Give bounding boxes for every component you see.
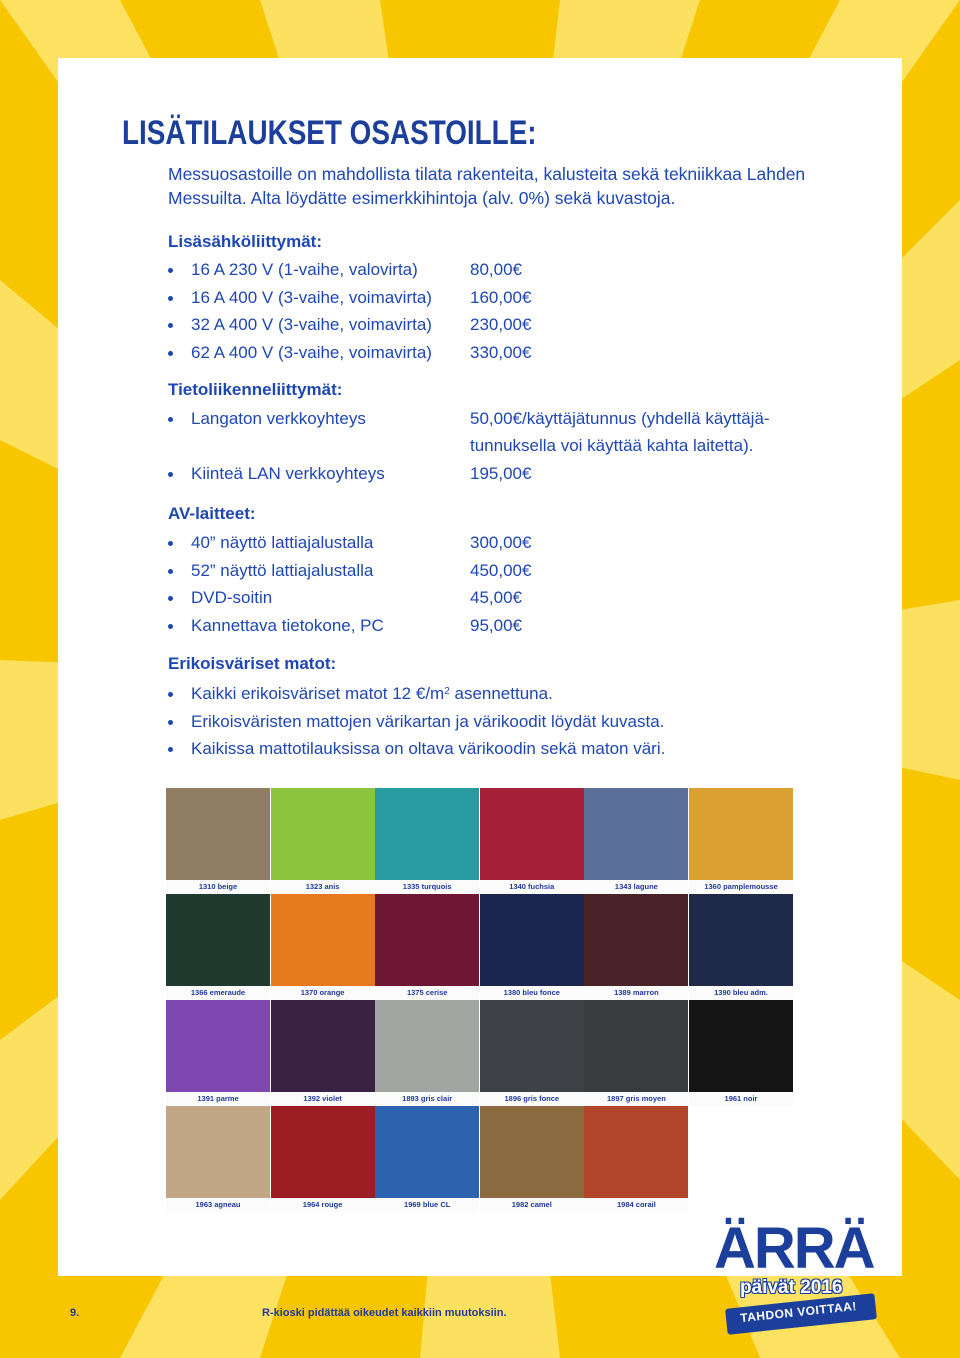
bullet-icon bbox=[168, 596, 173, 601]
item-label: Erikoisväristen mattojen värikartan ja värikoodit löydät kuvasta. bbox=[191, 711, 665, 731]
bullet-icon bbox=[168, 417, 173, 422]
carpet-swatch-code: 1392 violet bbox=[271, 1092, 375, 1106]
carpet-swatch bbox=[271, 1106, 375, 1212]
carpet-swatch bbox=[584, 1000, 688, 1106]
item-price: 160,00€ bbox=[470, 287, 532, 307]
carpet-swatch-code: 1380 bleu fonce bbox=[480, 986, 584, 1000]
carpet-swatch bbox=[271, 1000, 375, 1106]
carpet-swatch-code: 1896 gris fonce bbox=[480, 1092, 584, 1106]
network-section-title: Tietoliikenneliittymät: bbox=[168, 380, 343, 399]
carpet-swatch-color bbox=[271, 1000, 375, 1092]
carpet-swatch bbox=[166, 1000, 270, 1106]
carpet-swatch-code: 1963 agneau bbox=[166, 1198, 270, 1212]
price-text: Kaikki erikoisväriset matot 12 €/m bbox=[191, 684, 445, 703]
carpet-swatch-code: 1964 rouge bbox=[271, 1198, 375, 1212]
carpet-swatch-color bbox=[166, 1000, 270, 1092]
page-number: 9. bbox=[70, 1307, 80, 1319]
carpet-swatch-color bbox=[375, 894, 479, 986]
item-price: 50,00€/käyttäjätunnus (yhdellä käyttäjä- bbox=[470, 409, 770, 428]
item-label: Kannettava tietokone, PC bbox=[191, 615, 384, 635]
carpet-color-chart bbox=[166, 788, 794, 1212]
carpet-swatch-code: 1375 cerise bbox=[375, 986, 479, 1000]
item-label: DVD-soitin bbox=[191, 588, 273, 607]
carpet-swatch-code: 1391 parme bbox=[166, 1092, 270, 1106]
carpet-swatch bbox=[584, 894, 688, 1000]
carpet-swatch-code: 1310 beige bbox=[166, 880, 270, 894]
carpet-swatch-code: 1961 noir bbox=[689, 1092, 793, 1106]
item-price: 330,00€ bbox=[470, 342, 532, 362]
logo-brand: ÄRRÄ bbox=[714, 1216, 874, 1281]
carpet-swatch-code: 1370 orange bbox=[271, 986, 375, 1000]
item-label: 52” näyttö lattiajalustalla bbox=[191, 560, 374, 580]
carpet-swatch-color bbox=[480, 788, 584, 880]
item-label: Langaton verkkoyhteys bbox=[191, 409, 366, 428]
carpet-swatch-color bbox=[584, 1000, 688, 1092]
carpet-swatch-code: 1335 turquois bbox=[375, 880, 479, 894]
item-label: Kaikissa mattotilauksissa on oltava värikoodin sekä maton väri. bbox=[191, 739, 666, 758]
carpet-swatch-code: 1390 bleu adm. bbox=[689, 986, 793, 1000]
bullet-icon bbox=[168, 541, 173, 546]
item-price: 95,00€ bbox=[470, 615, 522, 635]
carpet-swatch bbox=[166, 894, 270, 1000]
carpet-swatch-color bbox=[480, 894, 584, 986]
carpet-swatch-color bbox=[584, 1106, 688, 1198]
bullet-icon bbox=[168, 268, 173, 273]
bullet-icon bbox=[168, 569, 173, 574]
bullet-icon bbox=[168, 692, 173, 697]
carpet-swatch-color bbox=[375, 1106, 479, 1198]
carpet-swatch bbox=[584, 1106, 688, 1212]
carpet-swatch bbox=[480, 894, 584, 1000]
arra-paivat-logo bbox=[700, 1205, 880, 1345]
carpet-swatch bbox=[271, 894, 375, 1000]
carpet-swatch-color bbox=[166, 894, 270, 986]
item-price: 230,00€ bbox=[470, 315, 532, 334]
logo-slogan: TAHDON VOITTAA! bbox=[739, 1298, 858, 1326]
item-label: 16 A 400 V (3-vaihe, voimavirta) bbox=[191, 287, 432, 307]
carpets-section-title: Erikoisväriset matot: bbox=[168, 654, 337, 673]
carpet-swatch-color bbox=[480, 1000, 584, 1092]
bullet-icon bbox=[168, 472, 173, 477]
carpet-swatch-color bbox=[166, 1106, 270, 1198]
carpet-swatch-color bbox=[584, 788, 688, 880]
carpet-swatch-color bbox=[271, 788, 375, 880]
item-label: 32 A 400 V (3-vaihe, voimavirta) bbox=[191, 315, 432, 334]
carpet-swatch bbox=[480, 1106, 584, 1212]
carpet-swatch-color bbox=[166, 788, 270, 880]
carpet-swatch bbox=[375, 894, 479, 1000]
carpet-swatch bbox=[375, 1106, 479, 1212]
item-price: 80,00€ bbox=[470, 260, 522, 279]
carpet-swatch-color bbox=[480, 1106, 584, 1198]
carpet-swatch bbox=[271, 788, 375, 894]
carpet-swatch bbox=[166, 1106, 270, 1212]
carpet-swatch-code: 1969 blue CL bbox=[375, 1198, 479, 1212]
carpet-swatch-color bbox=[689, 1000, 793, 1092]
electric-section-title: Lisäsähköliittymät: bbox=[168, 232, 322, 251]
carpet-swatch bbox=[480, 788, 584, 894]
carpet-swatch bbox=[166, 788, 270, 894]
carpet-swatch-code: 1360 pamplemousse bbox=[689, 880, 793, 894]
carpet-swatch-color bbox=[689, 894, 793, 986]
item-label: 16 A 230 V (1-vaihe, valovirta) bbox=[191, 260, 418, 279]
carpet-swatch-color bbox=[375, 1000, 479, 1092]
carpet-swatch-color bbox=[689, 788, 793, 880]
item-label: 40” näyttö lattiajalustalla bbox=[191, 533, 374, 552]
item-price: 450,00€ bbox=[470, 560, 532, 580]
logo-subtitle: päivät 2016 bbox=[740, 1277, 843, 1298]
page-title: LISÄTILAUKSET OSASTOILLE: bbox=[122, 114, 537, 152]
item-price: 45,00€ bbox=[470, 588, 522, 607]
carpet-swatch-code: 1982 camel bbox=[480, 1198, 584, 1212]
carpet-swatch-code: 1323 anis bbox=[271, 880, 375, 894]
carpet-swatch-code: 1897 gris moyen bbox=[584, 1092, 688, 1106]
item-label bbox=[191, 680, 553, 708]
bullet-icon bbox=[168, 747, 173, 752]
carpet-swatch-code: 1984 corail bbox=[584, 1198, 688, 1212]
footer-disclaimer: R-kioski pidättää oikeudet kaikkiin muutoksiin. bbox=[262, 1307, 507, 1319]
carpet-swatch-color bbox=[584, 894, 688, 986]
carpet-swatch bbox=[375, 1000, 479, 1106]
bullet-icon bbox=[168, 720, 173, 725]
carpet-swatch bbox=[584, 788, 688, 894]
intro-text: Messuosastoille on mahdollista tilata rakenteita, kalusteita sekä tekniikkaa Lahden Messuilta. Alta löydätte esimerkkihintoja (alv. 0%) sekä kuvastoja. bbox=[168, 164, 806, 208]
bullet-icon bbox=[168, 323, 173, 328]
av-section-title: AV-laitteet: bbox=[168, 504, 256, 523]
carpet-swatch-code: 1366 emeraude bbox=[166, 986, 270, 1000]
carpet-swatch-code: 1343 lagune bbox=[584, 880, 688, 894]
item-price: 195,00€ bbox=[470, 464, 532, 483]
carpet-swatch-code: 1389 marron bbox=[584, 986, 688, 1000]
carpet-swatch bbox=[689, 1000, 793, 1106]
carpet-swatch-code: 1340 fuchsia bbox=[480, 880, 584, 894]
carpet-swatch bbox=[375, 788, 479, 894]
bullet-icon bbox=[168, 296, 173, 301]
bullet-icon bbox=[168, 624, 173, 629]
square-superscript: 2 bbox=[444, 686, 450, 697]
network-note-continuation: tunnuksella voi käyttää kahta laitetta). bbox=[470, 436, 754, 455]
carpet-swatch bbox=[689, 894, 793, 1000]
installed-text: asennettuna. bbox=[449, 684, 553, 703]
bullet-icon bbox=[168, 351, 173, 356]
carpet-swatch-color bbox=[271, 894, 375, 986]
item-price: 300,00€ bbox=[470, 533, 532, 552]
item-label: 62 A 400 V (3-vaihe, voimavirta) bbox=[191, 342, 432, 362]
item-label: Kiinteä LAN verkkoyhteys bbox=[191, 464, 385, 483]
carpet-swatch-color bbox=[271, 1106, 375, 1198]
carpet-swatch bbox=[480, 1000, 584, 1106]
carpet-swatch bbox=[689, 788, 793, 894]
carpet-swatch-code: 1893 gris clair bbox=[375, 1092, 479, 1106]
carpet-swatch-color bbox=[375, 788, 479, 880]
